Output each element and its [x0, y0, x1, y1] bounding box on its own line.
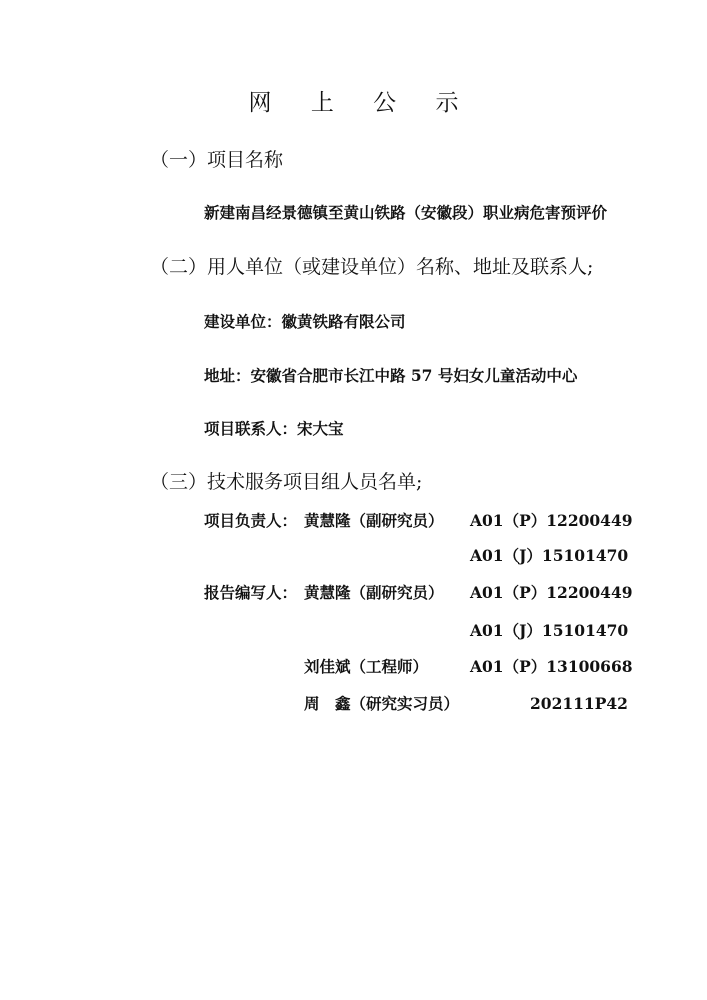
- project-leader-name: 黄慧隆（副研究员）: [304, 511, 444, 530]
- page-title: 网 上 公 示: [248, 90, 475, 116]
- project-name: 新建南昌经景德镇至黄山铁路（安徽段）职业病危害预评价: [204, 203, 608, 222]
- report-writer-label: 报告编写人：: [204, 583, 298, 602]
- project-leader-reg-1: A01（P）12200449: [470, 511, 633, 530]
- writer-name: 刘佳斌（工程师）: [304, 657, 429, 676]
- section-1-heading: （一）项目名称: [150, 149, 284, 171]
- writer-reg: 202111P42: [530, 694, 628, 713]
- section-2-heading: （二）用人单位（或建设单位）名称、地址及联系人;: [150, 256, 594, 278]
- writer-name: 黄慧隆（副研究员）: [304, 583, 444, 602]
- project-leader-reg-2: A01（J）15101470: [470, 546, 629, 565]
- construction-unit: 建设单位：徽黄铁路有限公司: [204, 312, 406, 331]
- project-contact: 项目联系人：宋大宝: [204, 419, 344, 438]
- writer-reg: A01（P）13100668: [470, 657, 633, 676]
- project-leader-label: 项目负责人：: [204, 511, 298, 530]
- section-3-heading: （三）技术服务项目组人员名单;: [150, 471, 423, 493]
- writer-reg: A01（J）15101470: [470, 621, 629, 640]
- address: 地址：安徽省合肥市长江中路 57 号妇女儿童活动中心: [204, 366, 578, 385]
- writer-name: 周 鑫（研究实习员）: [304, 694, 460, 713]
- writer-reg: A01（P）12200449: [470, 583, 633, 602]
